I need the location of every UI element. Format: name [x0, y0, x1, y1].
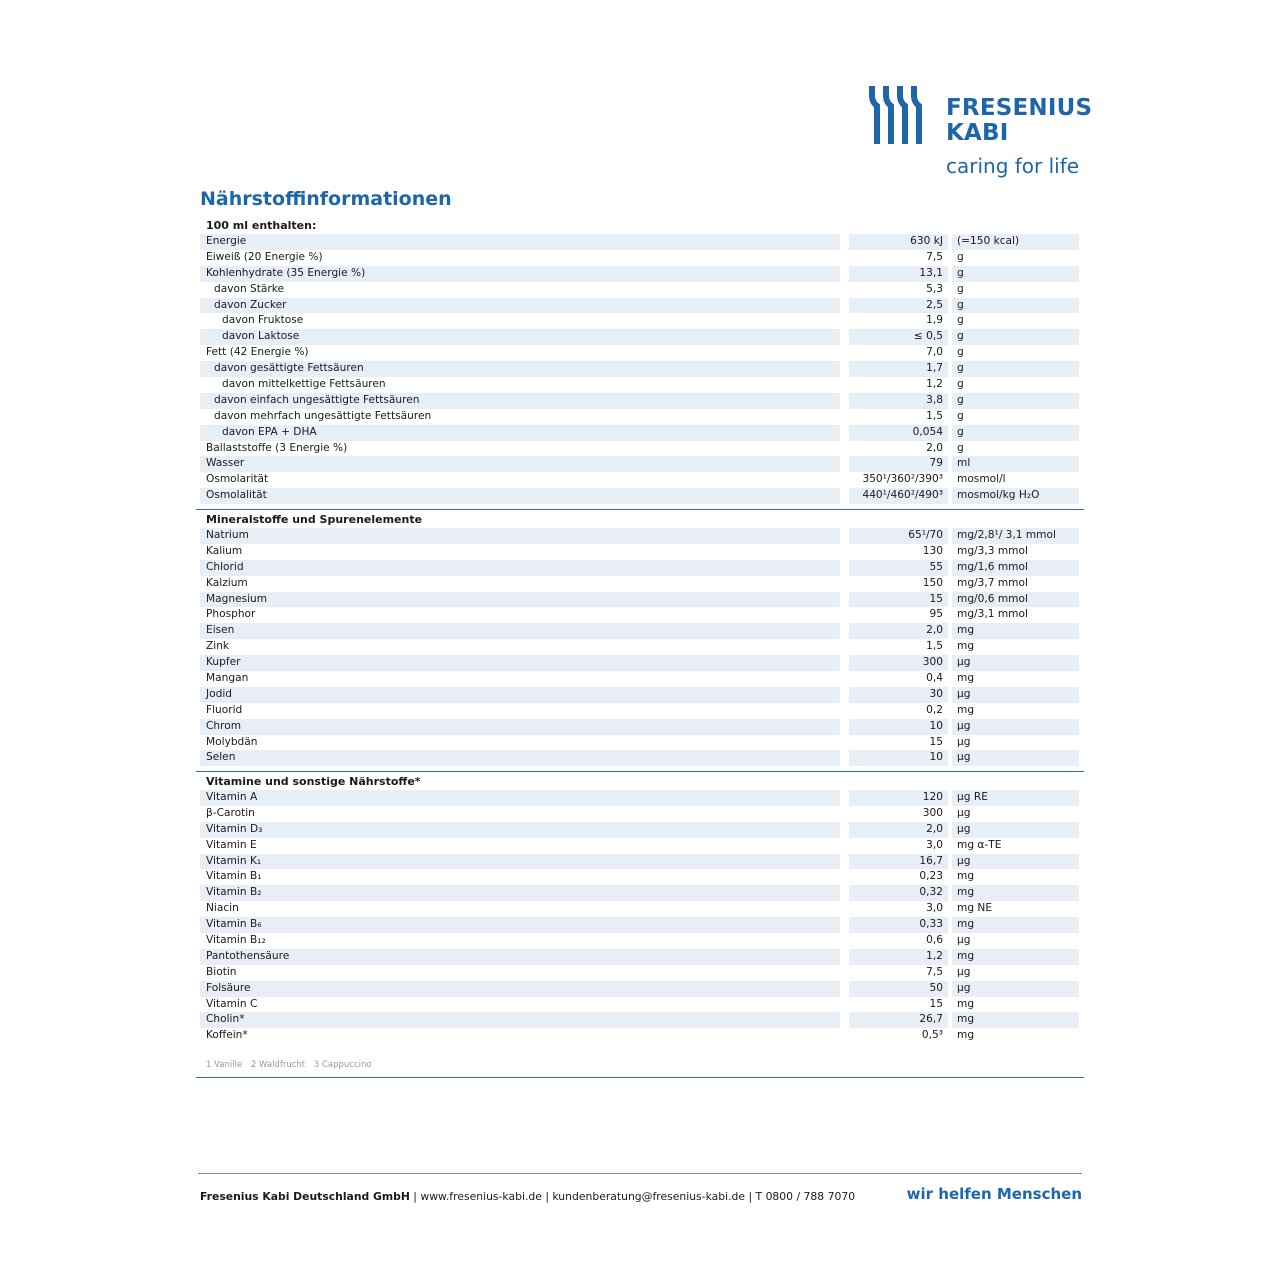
table-row [200, 703, 1084, 719]
nutrient-unit: mg/3,7 mmol [957, 576, 1028, 589]
section-minerals [200, 512, 1084, 766]
table-row [200, 981, 1084, 997]
footnote-item: 1 Vanille [206, 1060, 243, 1070]
nutrient-name: Vitamin B₆ [200, 917, 840, 933]
nutrient-name: Chrom [200, 719, 840, 735]
section-divider [196, 1077, 1084, 1078]
nutrient-value: 1,9 [926, 314, 943, 327]
table-row [200, 472, 1084, 488]
nutrient-unit: µg [952, 854, 1079, 870]
nutrient-name: Chlorid [200, 560, 840, 576]
brand-line2: KABI [946, 120, 1009, 146]
nutrient-unit: g [957, 282, 964, 295]
table-row [200, 949, 1084, 965]
nutrient-value: 300 [849, 655, 948, 671]
nutrient-name: Mangan [206, 672, 249, 685]
nutrient-name: Vitamin B₁ [206, 870, 262, 883]
nutrient-value: 1,7 [849, 361, 948, 377]
footnotes [206, 1060, 378, 1070]
table-row [200, 901, 1084, 917]
nutrient-name: Eiweiß (20 Energie %) [206, 250, 323, 263]
nutrient-value: 1,5 [926, 640, 943, 653]
nutrient-unit: µg [952, 981, 1079, 997]
table-row [200, 266, 1084, 282]
footnote-item: 2 Waldfrucht [250, 1060, 306, 1070]
nutrient-value: 0,32 [849, 885, 948, 901]
nutrient-name: Osmolalität [200, 488, 840, 504]
footer-contact [200, 1190, 855, 1203]
section-heading: Mineralstoffe und Spurenelemente [206, 513, 423, 526]
nutrient-unit: g [957, 314, 964, 327]
nutrient-unit: mg/0,6 mmol [952, 592, 1079, 608]
section-heading: Vitamine und sonstige Nährstoffe* [206, 775, 421, 788]
table-row [200, 750, 1084, 766]
section-divider [196, 509, 1084, 510]
nutrient-unit: mg [957, 997, 975, 1010]
footnote-item: 3 Cappuccino [313, 1060, 372, 1070]
nutrient-unit: mg/3,3 mmol [957, 544, 1028, 557]
table-row [200, 456, 1084, 472]
nutrient-unit: µg [952, 719, 1079, 735]
nutrient-name: Vitamin D₃ [200, 822, 840, 838]
nutrient-name: Fett (42 Energie %) [206, 346, 309, 359]
nutrient-value: 16,7 [849, 854, 948, 870]
nutrient-name: davon mehrfach ungesättigte Fettsäuren [214, 409, 432, 422]
table-row [200, 1028, 1084, 1044]
nutrient-name: Kupfer [200, 655, 840, 671]
nutrient-name: Vitamin A [200, 790, 840, 806]
nutrient-name: davon Fruktose [222, 314, 304, 327]
nutrient-unit: mg [952, 885, 1079, 901]
nutrient-name: Energie [200, 234, 840, 250]
nutrient-unit: mg [957, 703, 975, 716]
nutrient-name: Niacin [206, 902, 239, 915]
nutrient-value: 440¹/460²/490³ [849, 488, 948, 504]
nutrient-unit: mg [957, 870, 975, 883]
table-row [200, 576, 1084, 592]
nutrient-value: 0,33 [849, 917, 948, 933]
table-row [200, 639, 1084, 655]
nutrient-name: Magnesium [200, 592, 840, 608]
nutrient-unit: mg [952, 623, 1079, 639]
nutrient-name: Vitamin E [206, 838, 257, 851]
nutrient-value: 10 [849, 750, 948, 766]
nutrient-value: 150 [922, 576, 943, 589]
fresenius-kabi-logo [868, 86, 1093, 182]
nutrient-unit: g [957, 250, 964, 263]
table-row [200, 822, 1084, 838]
nutrient-value: 50 [849, 981, 948, 997]
nutrient-unit: mg NE [957, 902, 993, 915]
table-row [200, 997, 1084, 1013]
nutrient-value: 65¹/70 [849, 528, 948, 544]
table-row [200, 488, 1084, 504]
nutrient-value: 13,1 [849, 266, 948, 282]
nutrient-name: davon Zucker [200, 298, 840, 314]
table-row [200, 345, 1084, 361]
nutrient-name: Kohlenhydrate (35 Energie %) [200, 266, 840, 282]
nutrient-value: 7,5 [926, 965, 943, 978]
nutrient-value: ≤ 0,5 [849, 329, 948, 345]
nutrient-value: 2,0 [926, 441, 943, 454]
table-row [200, 1012, 1084, 1028]
nutrient-value: 0,5³ [921, 1029, 943, 1042]
nutrient-value: 10 [849, 719, 948, 735]
nutrient-unit: µg [957, 806, 971, 819]
nutrient-value: 7,0 [926, 346, 943, 359]
nutrient-unit: ml [952, 456, 1079, 472]
nutrient-name: Wasser [200, 456, 840, 472]
table-row [200, 838, 1084, 854]
table-row [200, 933, 1084, 949]
nutrient-unit: mg [952, 949, 1079, 965]
fresenius-logo-icon [868, 86, 924, 144]
nutrient-unit: mosmol/l [957, 473, 1006, 486]
table-row [200, 329, 1084, 345]
nutrient-name: davon gesättigte Fettsäuren [200, 361, 840, 377]
nutrient-name: Vitamin B₂ [200, 885, 840, 901]
table-row [200, 869, 1084, 885]
nutrient-value: 0,4 [926, 672, 943, 685]
nutrient-name: davon mittelkettige Fettsäuren [222, 378, 386, 391]
nutrient-unit: g [957, 409, 964, 422]
nutrient-unit: mg [957, 1029, 975, 1042]
table-row [200, 377, 1084, 393]
nutrient-unit: g [952, 393, 1079, 409]
nutrient-unit: g [957, 346, 964, 359]
nutrient-value: 0,2 [926, 703, 943, 716]
nutrient-value: 0,6 [926, 934, 943, 947]
nutrient-value: 15 [929, 735, 943, 748]
table-row [200, 854, 1084, 870]
nutrient-name: Cholin* [200, 1012, 840, 1028]
section-vitamins [200, 774, 1084, 1044]
table-row [200, 393, 1084, 409]
nutrient-name: Jodid [200, 687, 840, 703]
nutrient-value: 3,0 [926, 838, 943, 851]
nutrient-name: β-Carotin [206, 806, 255, 819]
section-heading: 100 ml enthalten: [206, 219, 317, 232]
table-row [200, 671, 1084, 687]
nutrient-unit: mg [957, 640, 975, 653]
footer-company: Fresenius Kabi Deutschland GmbH [200, 1190, 410, 1203]
nutrient-unit: µg [957, 934, 971, 947]
table-row [200, 409, 1084, 425]
nutrient-unit: mg α-TE [957, 838, 1002, 851]
nutrient-value: 5,3 [926, 282, 943, 295]
footer-contact-details: | www.fresenius-kabi.de | kundenberatung@fresenius-kabi.de | T 0800 / 788 7070 [409, 1190, 856, 1203]
nutrient-value: 350¹/360²/390³ [862, 473, 943, 486]
nutrient-unit: g [952, 425, 1079, 441]
nutrient-unit: mg/2,8¹/ 3,1 mmol [952, 528, 1079, 544]
table-row [200, 528, 1084, 544]
brand-tagline: caring for life [946, 154, 1080, 178]
nutrient-name: Vitamin C [206, 997, 258, 1010]
nutrient-name: Koffein* [206, 1029, 248, 1042]
nutrient-unit: g [952, 298, 1079, 314]
nutrient-name: Zink [206, 640, 230, 653]
nutrient-unit: mg/3,1 mmol [957, 608, 1028, 621]
nutrient-name: davon Laktose [200, 329, 840, 345]
nutrient-unit: mg/1,6 mmol [952, 560, 1079, 576]
footer-slogan: wir helfen Menschen [906, 1185, 1082, 1203]
nutrient-unit: g [957, 441, 964, 454]
nutrient-name: Eisen [200, 623, 840, 639]
nutrient-unit: g [952, 361, 1079, 377]
section-divider [196, 771, 1084, 772]
table-row [200, 544, 1084, 560]
table-row [200, 361, 1084, 377]
nutrient-unit: mosmol/kg H₂O [952, 488, 1079, 504]
table-row [200, 719, 1084, 735]
nutrient-unit: mg [957, 672, 975, 685]
nutrient-name: Pantothensäure [200, 949, 840, 965]
nutrient-unit: (=150 kcal) [952, 234, 1079, 250]
nutrient-name: Osmolarität [206, 473, 269, 486]
nutrient-name: davon EPA + DHA [200, 425, 840, 441]
nutrient-value: 2,5 [849, 298, 948, 314]
nutrient-unit: µg [952, 687, 1079, 703]
nutrient-unit: g [952, 329, 1079, 345]
nutrient-value: 7,5 [926, 250, 943, 263]
table-row [200, 298, 1084, 314]
nutrient-unit: mg [952, 1012, 1079, 1028]
nutrient-name: davon einfach ungesättigte Fettsäuren [200, 393, 840, 409]
footer-divider [198, 1173, 1082, 1174]
nutrient-value: 1,2 [849, 949, 948, 965]
section-macronutrients [200, 218, 1084, 504]
nutrient-unit: mg [952, 917, 1079, 933]
nutrient-name: Kalzium [206, 576, 248, 589]
nutrient-name: Folsäure [200, 981, 840, 997]
nutrient-value: 0,054 [849, 425, 948, 441]
nutrient-value: 0,23 [919, 870, 943, 883]
table-row [200, 790, 1084, 806]
nutrient-unit: µg [952, 750, 1079, 766]
nutrient-name: Biotin [206, 965, 237, 978]
nutrient-name: Natrium [200, 528, 840, 544]
table-row [200, 687, 1084, 703]
nutrient-unit: µg [952, 822, 1079, 838]
nutrient-value: 130 [922, 544, 943, 557]
table-row [200, 655, 1084, 671]
nutrient-value: 3,0 [926, 902, 943, 915]
nutrient-name: Selen [200, 750, 840, 766]
nutrient-unit: µg [957, 735, 971, 748]
table-row [200, 965, 1084, 981]
nutrient-name: Kalium [206, 544, 243, 557]
table-row [200, 623, 1084, 639]
table-row [200, 250, 1084, 266]
nutrient-name: Phosphor [206, 608, 256, 621]
brand-name [946, 96, 1092, 146]
nutrient-value: 3,8 [849, 393, 948, 409]
table-row [200, 735, 1084, 751]
nutrient-unit: µg [957, 965, 971, 978]
nutrient-value: 79 [849, 456, 948, 472]
nutrient-value: 1,5 [926, 409, 943, 422]
nutrient-value: 30 [849, 687, 948, 703]
nutrient-name: davon Stärke [214, 282, 285, 295]
nutrient-name: Vitamin K₁ [200, 854, 840, 870]
table-row [200, 560, 1084, 576]
nutrient-unit: g [957, 378, 964, 391]
nutrient-value: 26,7 [849, 1012, 948, 1028]
nutrient-unit: g [952, 266, 1079, 282]
nutrient-value: 120 [849, 790, 948, 806]
table-row [200, 282, 1084, 298]
nutrient-value: 95 [929, 608, 943, 621]
nutrient-value: 2,0 [849, 822, 948, 838]
table-row [200, 425, 1084, 441]
nutrient-name: Molybdän [206, 735, 258, 748]
table-row [200, 441, 1084, 457]
nutrient-name: Fluorid [206, 703, 243, 716]
brand-line1: FRESENIUS [946, 95, 1093, 121]
table-row [200, 234, 1084, 250]
nutrient-value: 300 [922, 806, 943, 819]
table-row [200, 917, 1084, 933]
nutrient-value: 55 [849, 560, 948, 576]
page-title: Nährstoffinformationen [200, 188, 452, 210]
nutrient-value: 630 kJ [849, 234, 948, 250]
nutrient-value: 15 [849, 592, 948, 608]
nutrient-unit: µg [952, 655, 1079, 671]
table-row [200, 806, 1084, 822]
nutrient-name: Ballaststoffe (3 Energie %) [206, 441, 348, 454]
nutrient-value: 1,2 [926, 378, 943, 391]
table-row [200, 592, 1084, 608]
nutrient-value: 2,0 [849, 623, 948, 639]
table-row [200, 885, 1084, 901]
nutrient-unit: µg RE [952, 790, 1079, 806]
nutrient-value: 15 [929, 997, 943, 1010]
table-row [200, 313, 1084, 329]
nutrient-name: Vitamin B₁₂ [206, 934, 266, 947]
table-row [200, 607, 1084, 623]
